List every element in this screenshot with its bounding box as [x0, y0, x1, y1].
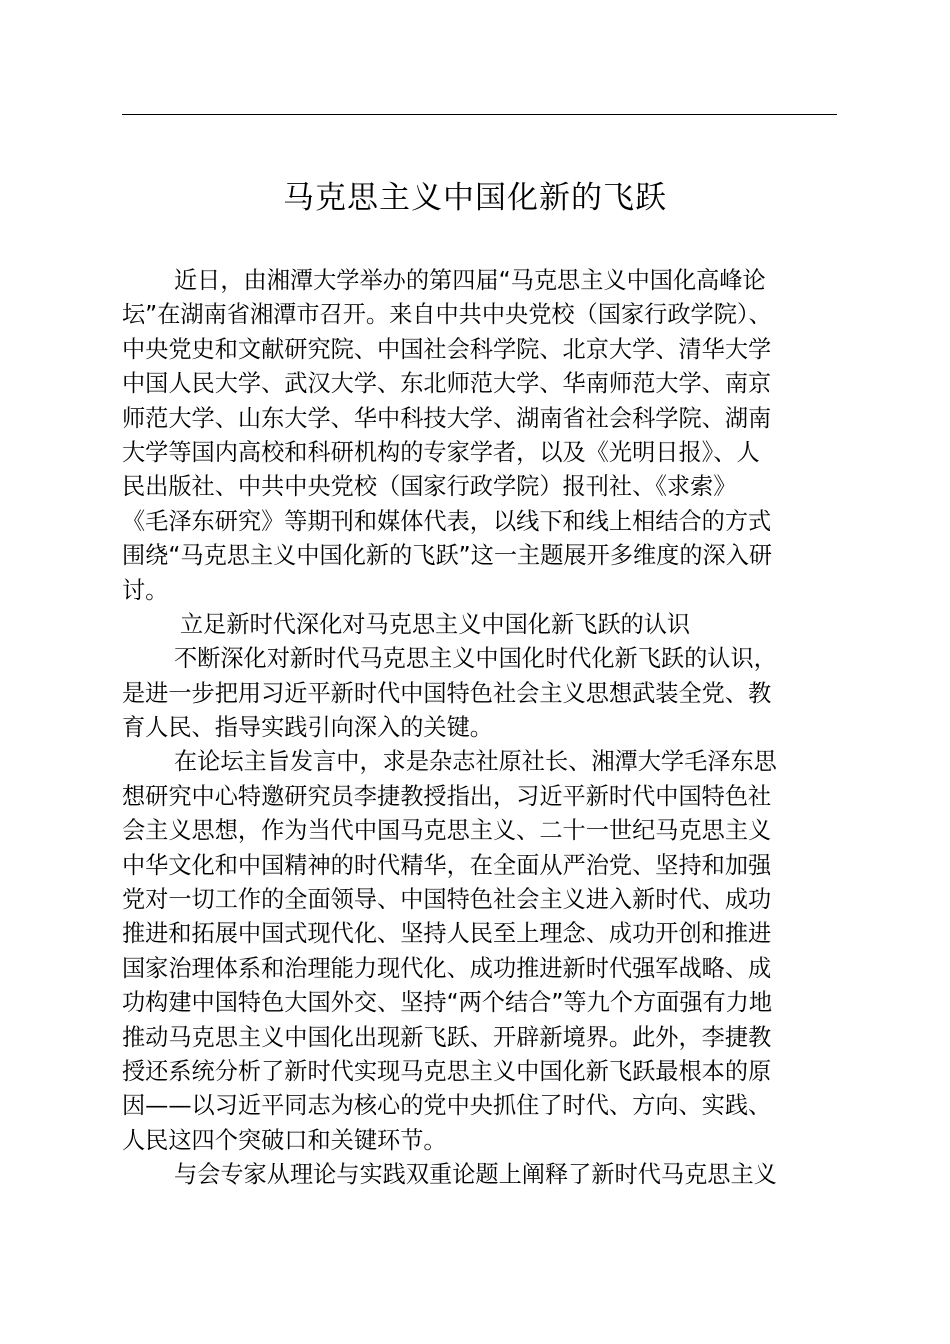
- paragraph-line: 中华文化和中国精神的时代精华，在全面从严治党、坚持和加强: [122, 851, 772, 879]
- paragraph-line: 功构建中国特色大国外交、坚持“两个结合”等九个方面强有力地: [122, 989, 773, 1017]
- paragraph-line: 近日，由湘潭大学举办的第四届“马克思主义中国化高峰论: [174, 267, 766, 294]
- article-title: 马克思主义中国化新的飞跃: [283, 180, 667, 216]
- paragraph-line: 与会专家从理论与实践双重论题上阐释了新时代马克思主义: [174, 1161, 777, 1189]
- paragraph-line: 育人民、指导实践引向深入的关键。: [122, 714, 493, 742]
- paragraph-line: 推进和拓展中国式现代化、坚持人民至上理念、成功开创和推进: [122, 920, 772, 948]
- paragraph-line: 想研究中心特邀研究员李捷教授指出，习近平新时代中国特色社: [122, 782, 772, 810]
- paragraph-line: 坛”在湖南省湘潭市召开。来自中共中央党校（国家行政学院）、: [122, 301, 772, 329]
- paragraph-line: 讨。: [122, 576, 169, 604]
- paragraph-line: 大学等国内高校和科研机构的专家学者，以及《光明日报》、人: [122, 438, 760, 466]
- paragraph-line: 在论坛主旨发言中，求是杂志社原社长、湘潭大学毛泽东思: [174, 748, 777, 776]
- paragraph-line: 党对一切工作的全面领导、中国特色社会主义进入新时代、成功: [122, 886, 772, 914]
- paragraph-line: 因——以习近平同志为核心的党中央抓住了时代、方向、实践、: [122, 1092, 772, 1120]
- paragraph-line: 授还系统分析了新时代实现马克思主义中国化新飞跃最根本的原: [122, 1057, 772, 1085]
- paragraph-line: 民出版社、中共中央党校（国家行政学院）报刊社、《求索》: [122, 473, 737, 501]
- paragraph-line: 围绕“马克思主义中国化新的飞跃”这一主题展开多维度的深入研: [122, 542, 773, 570]
- paragraph-line: 是进一步把用习近平新时代中国特色社会主义思想武装全党、教: [122, 679, 772, 707]
- article-body: [122, 264, 838, 1193]
- paragraph-line: 国家治理体系和治理能力现代化、成功推进新时代强军战略、成: [122, 954, 772, 982]
- paragraph-line: 会主义思想，作为当代中国马克思主义、二十一世纪马克思主义: [122, 817, 772, 845]
- section-heading: 立足新时代深化对马克思主义中国化新飞跃的认识: [180, 610, 691, 638]
- paragraph-line: 人民这四个突破口和关键环节。: [122, 1126, 447, 1154]
- paragraph-line: 中央党史和文献研究院、中国社会科学院、北京大学、清华大学: [122, 335, 772, 363]
- paragraph-line: 师范大学、山东大学、华中科技大学、湖南省社会科学院、湖南: [122, 404, 772, 432]
- paragraph-line: 中国人民大学、武汉大学、东北师范大学、华南师范大学、南京: [122, 370, 772, 398]
- paragraph-line: 推动马克思主义中国化出现新飞跃、开辟新境界。此外，李捷教: [122, 1023, 772, 1051]
- header-rule: [122, 114, 837, 115]
- paragraph-line: 《毛泽东研究》等期刊和媒体代表，以线下和线上相结合的方式: [122, 507, 772, 535]
- paragraph-line: 不断深化对新时代马克思主义中国化时代化新飞跃的认识，: [174, 645, 777, 673]
